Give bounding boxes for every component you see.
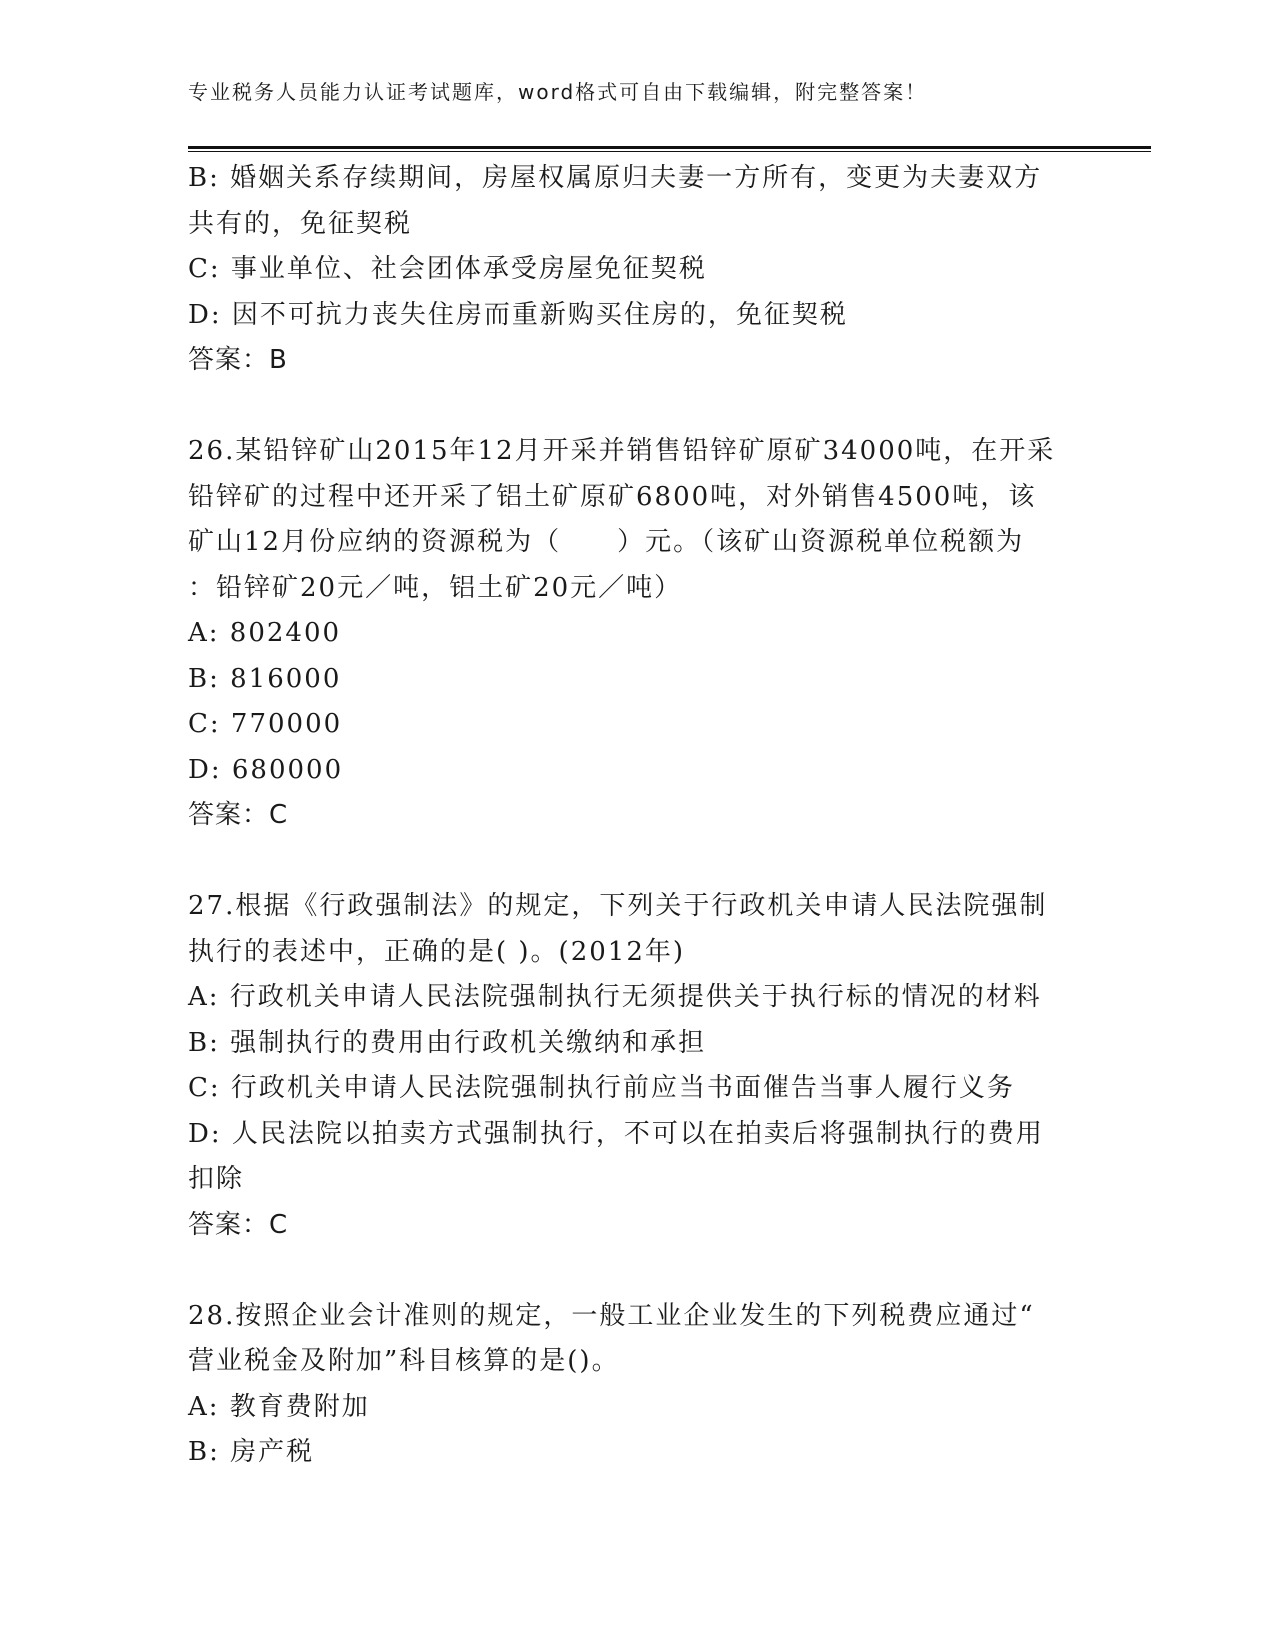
option-d: D: 人民法院以拍卖方式强制执行，不可以在拍卖后将强制执行的费用 <box>188 1118 1044 1149</box>
header-rule-thin <box>188 151 1151 152</box>
question-stem-line-2: 营业税金及附加”科目核算的是()。 <box>188 1346 620 1376</box>
page-header: 专业税务人员能力认证考试题库，word格式可自由下载编辑，附完整答案！ <box>188 80 928 104</box>
option-c: C: 行政机关申请人民法院强制执行前应当书面催告当事人履行义务 <box>188 1073 1015 1103</box>
question-stem-line-2: 执行的表述中，正确的是( )。(2012年) <box>188 936 686 967</box>
header-rule-thick <box>188 146 1151 149</box>
question-stem-line-4: ：铅锌矿20元／吨，铝土矿20元／吨） <box>188 572 683 603</box>
answer: 答案：C <box>188 800 289 830</box>
question-stem-line-3: 矿山12月份应纳的资源税为（ ）元。（该矿山资源税单位税额为 <box>188 527 1025 557</box>
option-d: D: 因不可抗力丧失住房而重新购买住房的，免征契税 <box>188 299 848 330</box>
option-a: A: 802400 <box>188 618 342 648</box>
question-27 <box>188 884 1088 1248</box>
option-b: B: 房产税 <box>188 1437 315 1467</box>
option-c: C: 770000 <box>188 709 343 739</box>
question-25-continued <box>188 156 1088 384</box>
option-a: A: 教育费附加 <box>188 1391 370 1422</box>
option-b: B: 强制执行的费用由行政机关缴纳和承担 <box>188 1027 707 1058</box>
answer: 答案：B <box>188 345 288 375</box>
option-b-continued: 共有的，免征契税 <box>188 208 413 239</box>
question-stem: 27.根据《行政强制法》的规定，下列关于行政机关申请人民法院强制 <box>188 891 1048 921</box>
spacer <box>188 384 1088 430</box>
option-b: B: 婚姻关系存续期间，房屋权属原归夫妻一方所有，变更为夫妻双方 <box>188 163 1043 193</box>
question-26 <box>188 429 1088 839</box>
option-c: C: 事业单位、社会团体承受房屋免征契税 <box>188 254 707 284</box>
spacer <box>188 1248 1088 1294</box>
question-28 <box>188 1294 1088 1476</box>
question-stem: 28.按照企业会计准则的规定，一般工业企业发生的下列税费应通过“ <box>188 1300 1035 1331</box>
option-d: D: 680000 <box>188 754 344 785</box>
spacer <box>188 839 1088 885</box>
answer: 答案：C <box>188 1209 289 1240</box>
question-stem: 26.某铅锌矿山2015年12月开采并销售铅锌矿原矿34000吨，在开采 <box>188 436 1056 466</box>
question-content <box>188 156 1088 1476</box>
question-stem-line-2: 铅锌矿的过程中还开采了铝土矿原矿6800吨，对外销售4500吨，该 <box>188 481 1037 512</box>
option-a: A: 行政机关申请人民法院强制执行无须提供关于执行标的情况的材料 <box>188 982 1042 1012</box>
option-d-continued: 扣除 <box>188 1164 245 1194</box>
option-b: B: 816000 <box>188 663 342 694</box>
